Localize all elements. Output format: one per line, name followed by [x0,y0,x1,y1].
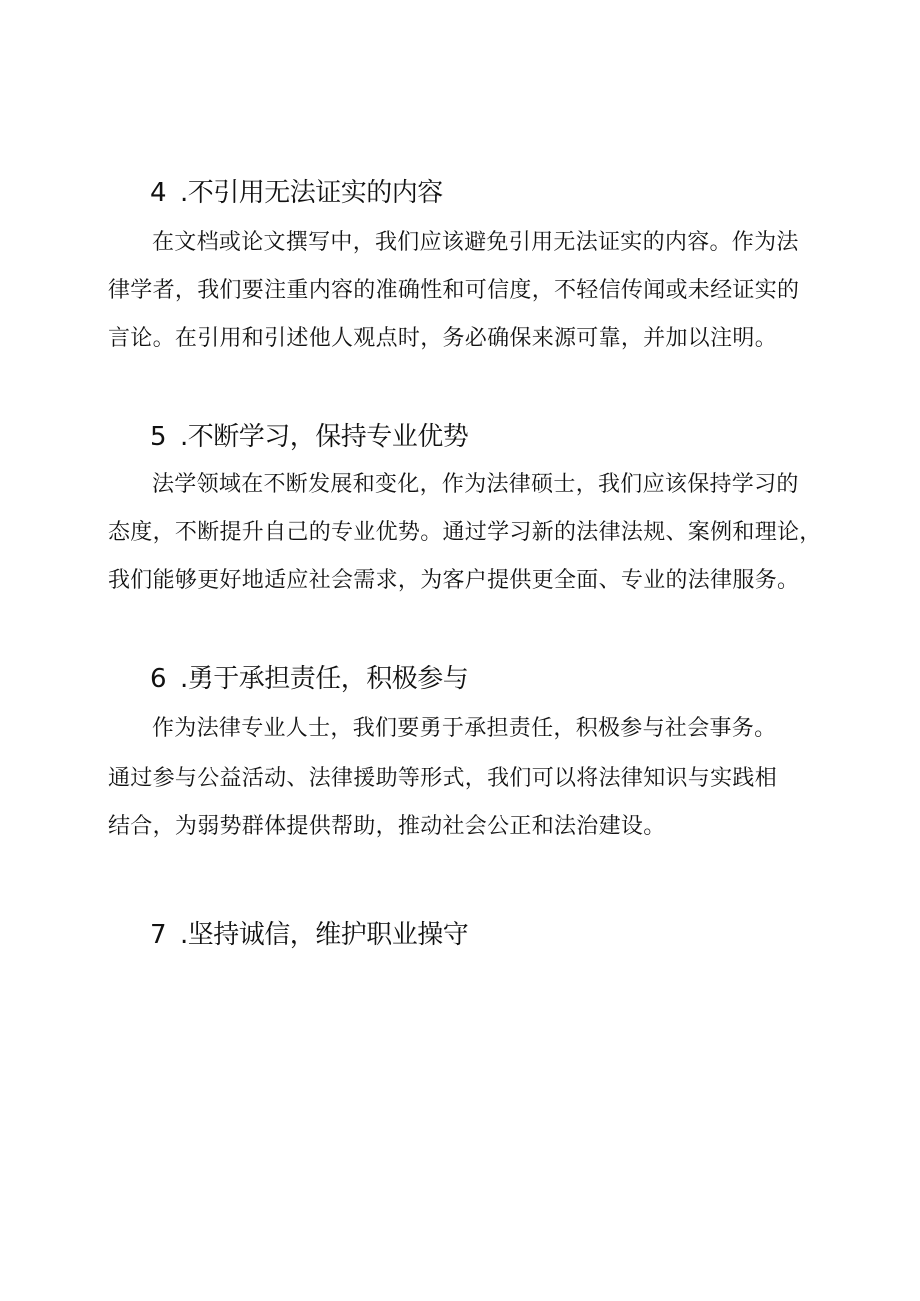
paragraph-line: 作为法律专业人士，我们要勇于承担责任，积极参与社会事务。 [152,716,777,741]
section-number: 6 [150,664,167,694]
section-4-heading [150,176,443,210]
section-number: 4 [150,178,167,208]
paragraph-line: 法学领域在不断发展和变化，作为法律硕士，我们应该保持学习的 [152,472,799,497]
paragraph-line: 我们能够更好地适应社会需求，为客户提供更全面、专业的法律服务。 [108,568,800,593]
section-7-heading [150,918,468,952]
paragraph-line: 律学者，我们要注重内容的准确性和可信度，不轻信传闻或未经证实的 [108,278,800,303]
section-title: .坚持诚信，维护职业操守 [180,920,469,950]
paragraph-line: 在文档或论文撰写中，我们应该避免引用无法证实的内容。作为法 [152,230,799,255]
section-5-heading [150,420,468,454]
paragraph-line: 结合，为弱势群体提供帮助，推动社会公正和法治建设。 [108,814,666,839]
section-title: .不断学习，保持专业优势 [180,422,469,452]
section-number: 5 [150,422,167,452]
paragraph-line: 言论。在引用和引述他人观点时，务必确保来源可靠，并加以注明。 [108,326,778,351]
paragraph-line: 态度，不断提升自己的专业优势。通过学习新的法律法规、案例和理论， [108,520,822,545]
section-title: .不引用无法证实的内容 [180,178,443,208]
section-title: .勇于承担责任，积极参与 [180,664,469,694]
section-6-heading [150,662,468,696]
paragraph-line: 通过参与公益活动、法律援助等形式，我们可以将法律知识与实践相 [108,766,778,791]
section-number: 7 [150,920,167,950]
